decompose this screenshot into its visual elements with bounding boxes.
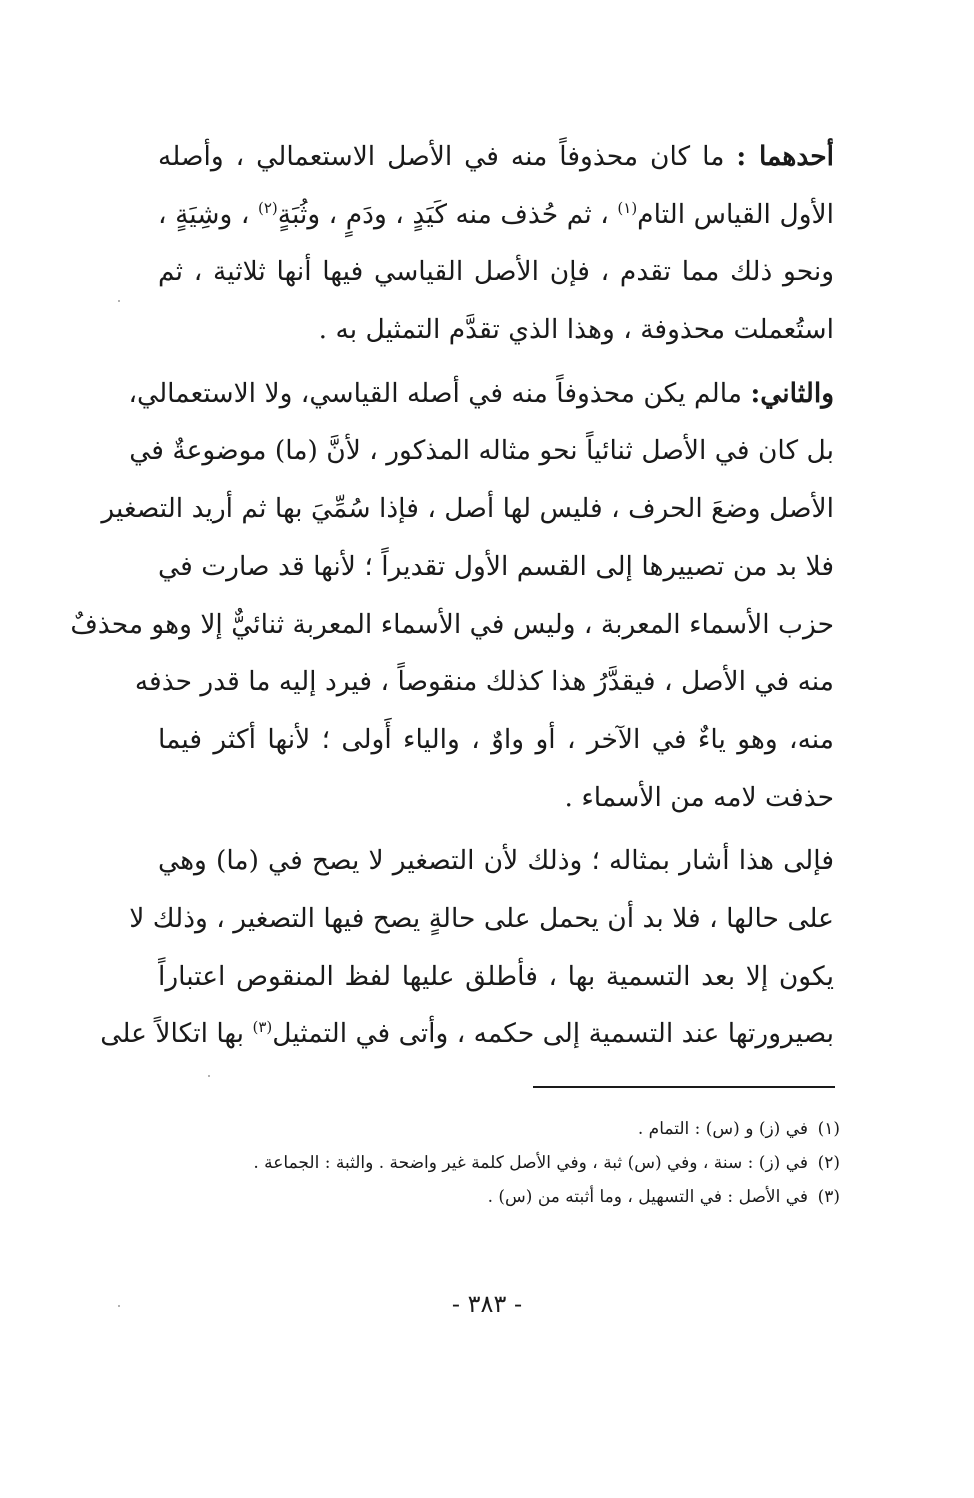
footnote bbox=[150, 1112, 840, 1146]
footnote-ref: (٣) bbox=[252, 1018, 273, 1037]
text-line: فإلى هذا أشار بمثاله ؛ وذلك لأن التصغير لا يصح في (ما) وهي bbox=[158, 845, 834, 877]
text-line: حزب الأسماء المعربة ، وليس في الأسماء المعربة ثنائيٌّ إلا وهو محذفٌ bbox=[70, 608, 834, 640]
text-line: منه في الأصل ، فيقدَّرُ هذا كذلك منقوصاً ، فيرد إليه ما قدر حذفه bbox=[134, 666, 834, 698]
scan-speck bbox=[208, 1075, 210, 1077]
scan-speck bbox=[118, 1305, 120, 1307]
footnote-text: في (ز) و (س) : التمام . bbox=[637, 1119, 808, 1139]
footnote-number: (٢) bbox=[817, 1153, 840, 1173]
text-line: الأصل وضعَ الحرف ، فليس لها أصل ، فإذا سُمِّيَ بها ثم أريد التصغير bbox=[101, 493, 834, 525]
footnote bbox=[150, 1180, 840, 1214]
paragraph-lead: والثاني: bbox=[750, 377, 834, 409]
footnote-text: في الأصل : في التسهيل ، وما أثبته من (س) . bbox=[487, 1187, 808, 1207]
text-line: بل كان في الأصل ثنائياً نحو مثاله المذكور ، لأنَّ (ما) موضوعةٌ في bbox=[129, 435, 834, 467]
text-line: الأول القياس التام$^{(١)}$ ، ثم حُذف منه كَيَدٍ ، ودَمٍ ، وثُبَةٍ$^{(٢)}$ ، وشِيَةٍ ، bbox=[158, 198, 834, 230]
footnote-number: (١) bbox=[817, 1119, 840, 1139]
footnote-number: (٣) bbox=[817, 1187, 840, 1207]
footnotes bbox=[150, 1112, 840, 1214]
text-line: منه، وهو ياءٌ في الآخر ، أو واوٌ ، والياء أَولى ؛ لأنها أكثر فيما bbox=[158, 723, 834, 755]
footnote-text: في (ز) : سنة ، وفي (س) ثبة ، وفي الأصل كلمة غير واضحة . والثبة : الجماعة . bbox=[253, 1153, 808, 1173]
footnote-ref: (٢) bbox=[257, 198, 278, 217]
text-line: استُعملت محذوفة ، وهذا الذي تقدَّم التمثيل به . bbox=[318, 314, 834, 346]
text-line: والثاني: مالم يكن محذوفاً منه في أصله القياسي، ولا الاستعمالي، bbox=[128, 377, 834, 409]
text-line: على حالها ، فلا بد أن يحمل على حالةٍ يصح فيها التصغير ، وذلك لا bbox=[129, 902, 834, 934]
footnote bbox=[150, 1146, 840, 1180]
text-line: حذفت لامه من الأسماء . bbox=[564, 781, 834, 813]
footnote-ref: (١) bbox=[617, 198, 638, 217]
footnote-separator bbox=[533, 1086, 835, 1088]
main-text bbox=[70, 128, 834, 1063]
text-line: ونحو ذلك مما تقدم ، فإن الأصل القياسي فيها أنها ثلاثية ، ثم bbox=[158, 256, 834, 288]
text-line: فلا بد من تصييرها إلى القسم الأول تقديراً ؛ لأنها قد صارت في bbox=[158, 550, 834, 582]
page-number: - ٣٨٣ - bbox=[451, 1290, 523, 1318]
text-line: بصيرورتها عند التسمية إلى حكمه ، وأتى في التمثيل$^{(٣)}$ بها اتكالاً على bbox=[100, 1018, 834, 1050]
paragraph-lead: أحدهما : bbox=[736, 141, 834, 172]
scan-speck bbox=[118, 300, 120, 302]
text-line: يكون إلا بعد التسمية بها ، فأطلق عليها لفظ المنقوص اعتباراً bbox=[158, 960, 834, 992]
text-line: أحدهما : ما كان محذوفاً منه في الأصل الاستعمالي ، وأصله bbox=[158, 141, 834, 172]
